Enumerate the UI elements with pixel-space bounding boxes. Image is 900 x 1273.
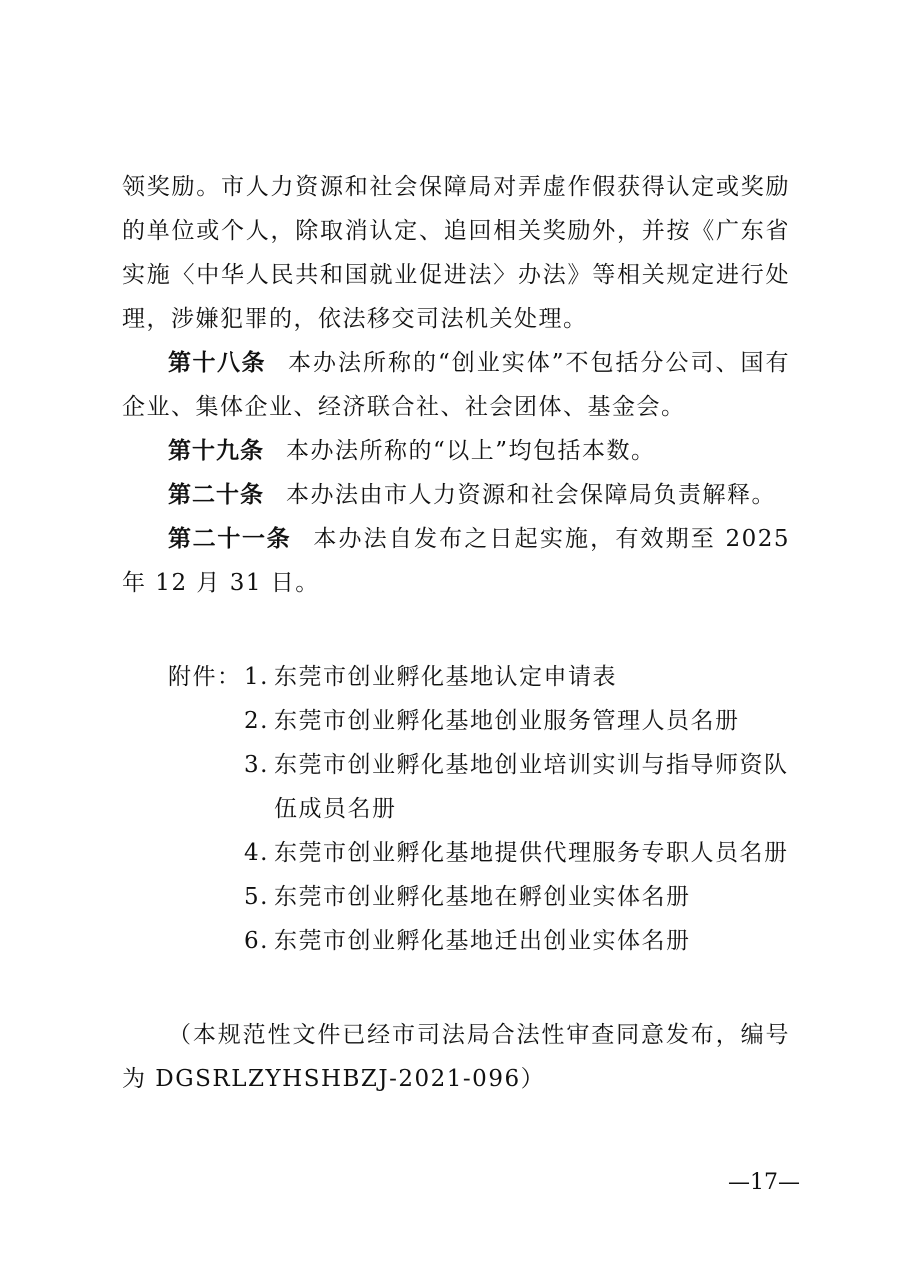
attachment-title: 东莞市创业孵化基地创业培训实训与指导师资队伍成员名册 (274, 752, 789, 822)
attachment-title: 东莞市创业孵化基地迁出创业实体名册 (274, 928, 691, 954)
attachment-item (244, 831, 790, 875)
article-title: 第二十一条 (168, 526, 292, 552)
article-text: 本办法由市人力资源和社会保障局负责解释。 (286, 482, 776, 508)
article-text: 本办法自发布之日起实施，有效期至 2025 年 12 月 31 日。 (122, 526, 790, 596)
article-text: 本办法所称的“创业实体”不包括分公司、国有企业、集体企业、经济联合社、社会团体、基金会。 (122, 350, 790, 420)
attachment-title: 东莞市创业孵化基地提供代理服务专职人员名册 (274, 840, 789, 866)
attachment-number: 1. (244, 664, 269, 690)
attachment-number: 4. (244, 840, 269, 866)
attachment-number: 3. (244, 752, 269, 778)
article-21 (122, 517, 790, 605)
attachment-number: 5. (244, 884, 269, 910)
attachment-title: 东莞市创业孵化基地认定申请表 (274, 664, 617, 690)
article-text: 本办法所称的“以上”均包括本数。 (286, 438, 656, 464)
attachment-item (244, 743, 790, 831)
article-title: 第十八条 (168, 350, 266, 376)
attachments-label: 附件： (168, 664, 242, 690)
attachment-item (244, 655, 790, 699)
document-body (122, 165, 790, 1101)
article-title: 第二十条 (168, 482, 264, 508)
legal-review-note: （本规范性文件已经市司法局合法性审查同意发布，编号为 DGSRLZYHSHBZJ-2021-096） (122, 1022, 790, 1092)
attachment-item (244, 699, 790, 743)
spacer (122, 963, 790, 1013)
attachment-number: 6. (244, 928, 269, 954)
paragraph-continuation: 领奖励。市人力资源和社会保障局对弄虚作假获得认定或奖励的单位或个人，除取消认定、追回相关奖励外，并按《广东省实施〈中华人民共和国就业促进法〉办法》等相关规定进行处理，涉嫌犯罪的，依法移交司法机关处理。 (122, 174, 790, 332)
article-title: 第十九条 (168, 438, 264, 464)
spacer (122, 605, 790, 655)
attachment-title: 东莞市创业孵化基地在孵创业实体名册 (274, 884, 691, 910)
attachment-item (244, 919, 790, 963)
attachment-number: 2. (244, 708, 269, 734)
attachment-title: 东莞市创业孵化基地创业服务管理人员名册 (274, 708, 740, 734)
article-19 (122, 429, 790, 473)
article-18 (122, 341, 790, 429)
attachments-block (122, 655, 790, 963)
article-20 (122, 473, 790, 517)
attachments-list (244, 655, 790, 963)
page-number: —17— (728, 1170, 800, 1195)
attachment-item (244, 875, 790, 919)
